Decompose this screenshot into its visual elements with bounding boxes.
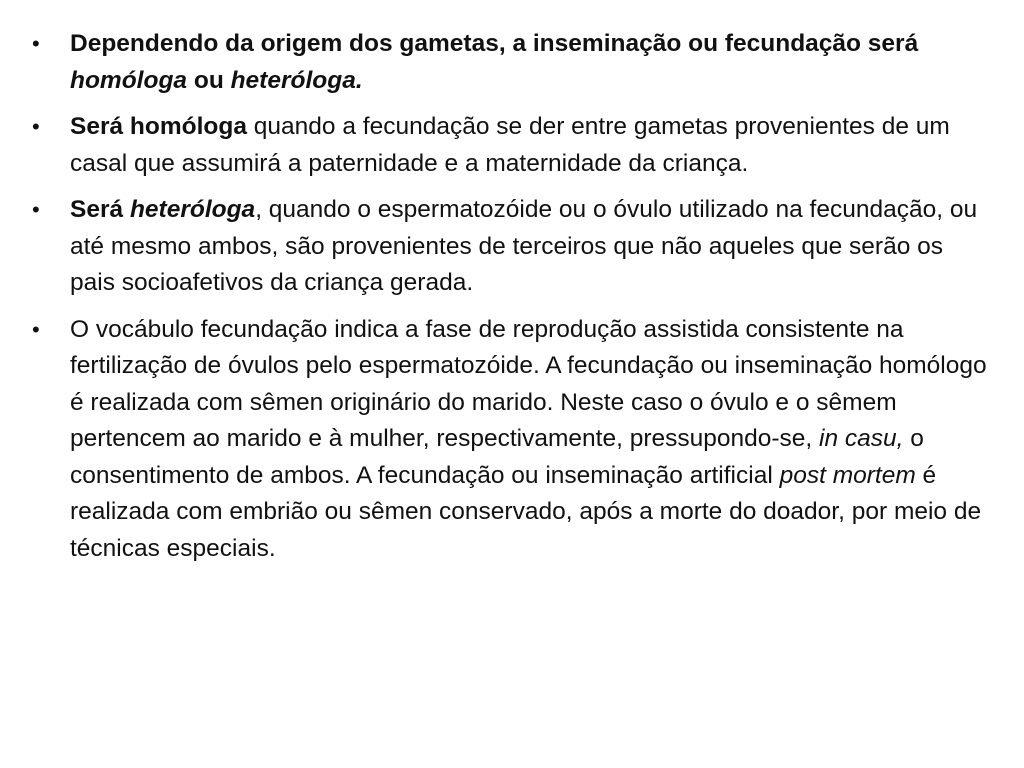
bullet-3-lead: Será xyxy=(70,196,130,223)
bullet-1-text-ou: ou xyxy=(187,66,231,94)
bullet-item-2 xyxy=(30,109,990,182)
bullet-4-term-post-mortem: post mortem xyxy=(779,461,916,489)
bullet-4-text-c: é realizada com embrião ou sêmen conservado, após a morte do doador, por meio de técnicas especiais. xyxy=(70,461,982,562)
bullet-3-term-heterologa: heteróloga xyxy=(129,196,256,223)
bullet-3-text: , quando o espermatozóide ou o óvulo utilizado na fecundação, ou até mesmo ambos, são provenientes de terceiros que não aqueles que serão os pais socioafetivos da criança gerada. xyxy=(70,196,978,296)
bullet-list xyxy=(30,26,990,577)
bullet-4-text-a: O vocábulo fecundação indica a fase de reprodução assistida consistente na fertilização de óvulos pelo espermatozóide. A fecundação ou inseminação homólogo é realizada com sêmen originário do marido. Neste caso o óvulo e o sêmem pertencem ao marido e à mulher, respectivamente, pressupondo-se, xyxy=(70,315,987,452)
bullet-2-text: quando a fecundação se der entre gametas provenientes de um casal que assumirá a paternidade e a maternidade da criança. xyxy=(70,113,950,177)
bullet-1-term-heterologa: heteróloga. xyxy=(230,66,363,94)
bullet-item-4 xyxy=(30,312,990,568)
bullet-1-term-homologa: homóloga xyxy=(70,66,188,94)
bullet-4-text-b: o consentimento de ambos. A fecundação ou inseminação artificial xyxy=(70,425,924,489)
bullet-1-text-bold: Dependendo da origem dos gametas, a inseminação ou fecundação será xyxy=(70,30,919,57)
bullet-2-lead: Será homóloga xyxy=(70,113,247,140)
bullet-item-1 xyxy=(30,26,990,99)
bullet-item-3 xyxy=(30,192,990,302)
bullet-4-term-in-casu: in casu, xyxy=(819,425,904,452)
